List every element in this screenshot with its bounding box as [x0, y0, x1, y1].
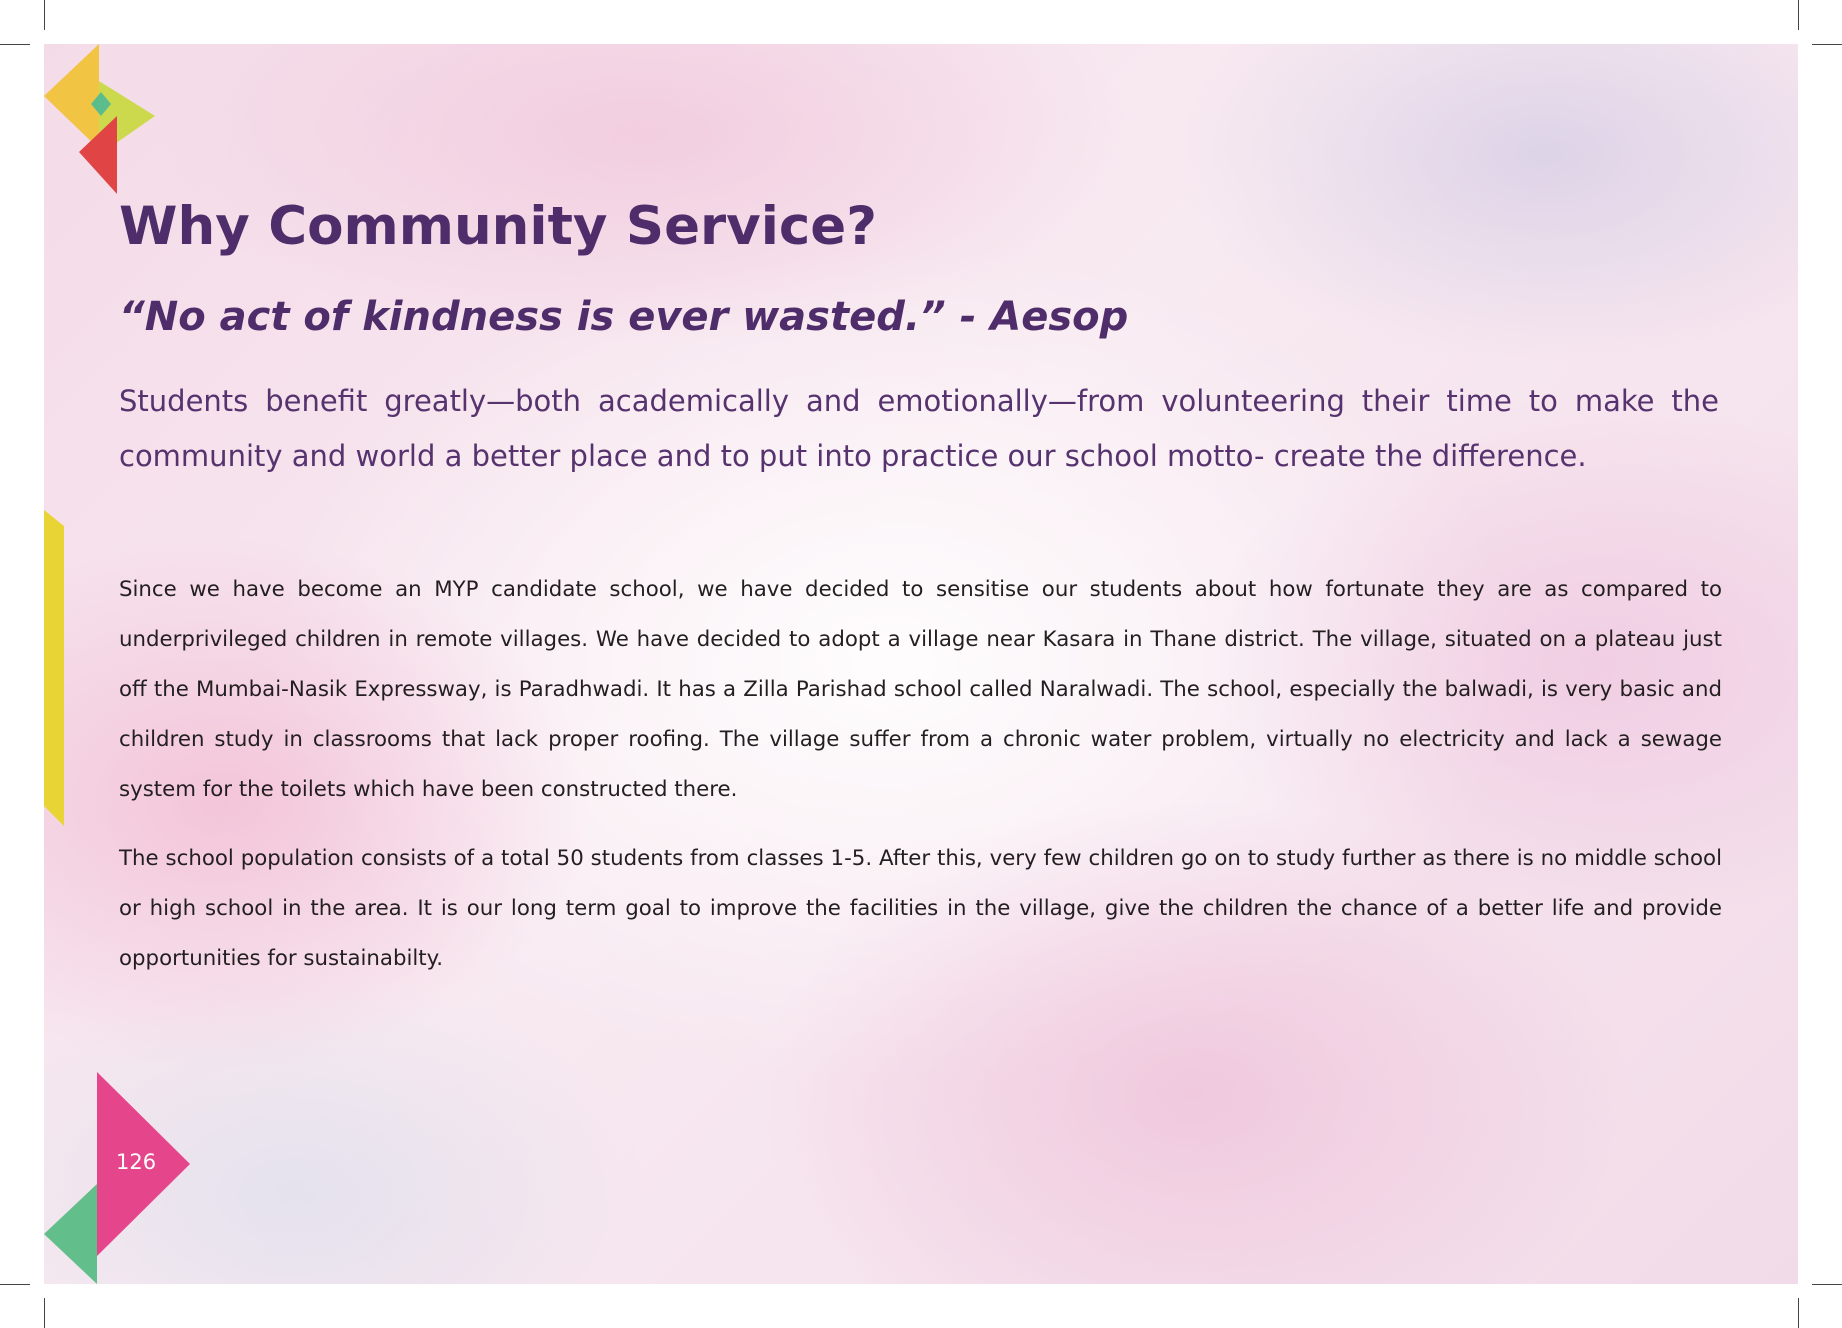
yellow-side-bar	[44, 510, 64, 826]
crop-mark-top-left-horizontal	[0, 44, 30, 45]
crop-mark-bottom-right-horizontal	[1812, 1284, 1842, 1285]
crop-mark-bottom-right-vertical	[1798, 1298, 1799, 1328]
lead-paragraph: Students benefit greatly—both academically and emotionally—from volunteering their time to make the community and world a better place and to put into practice our school motto- create the difference.	[119, 384, 1719, 473]
body-paragraph: The school population consists of a total 50 students from classes 1-5. After this, very few children go on to study further as there is no middle school or high school in the area. It is our long term goal to improve the facilities in the village, give the children the chance of a better life and provide opportunities for sustainabilty.	[119, 846, 1722, 971]
crop-mark-bottom-left-horizontal	[0, 1284, 30, 1285]
crop-mark-top-right-horizontal	[1812, 44, 1842, 45]
crop-mark-bottom-left-vertical	[44, 1298, 45, 1328]
crop-mark-top-right-vertical	[1798, 0, 1799, 30]
quote: “No act of kindness is ever wasted.” - Aesop	[119, 294, 1129, 340]
brochure-page	[44, 44, 1798, 1284]
yellow-diamond-shape	[44, 44, 99, 149]
body-paragraph: Since we have become an MYP candidate school, we have decided to sensitise our students about how fortunate they are as compared to underprivileged children in remote villages. We have decided to adopt a village near Kasara in Thane district. The village, situated on a plateau just off the Mumbai-Nasik Expressway, is Paradhwadi. It has a Zilla Parishad school called Naralwadi. The school, especially the balwadi, is very basic and children study in classrooms that lack proper roofing. The village suffer from a chronic water problem, virtually no electricity and lack a sewage system for the toilets which have been constructed there.	[119, 577, 1722, 802]
crop-mark-top-left-vertical	[44, 0, 45, 30]
page-title: Why Community Service?	[119, 196, 877, 257]
green-triangle-shape	[44, 1184, 97, 1284]
page-number: 126	[116, 1150, 157, 1174]
